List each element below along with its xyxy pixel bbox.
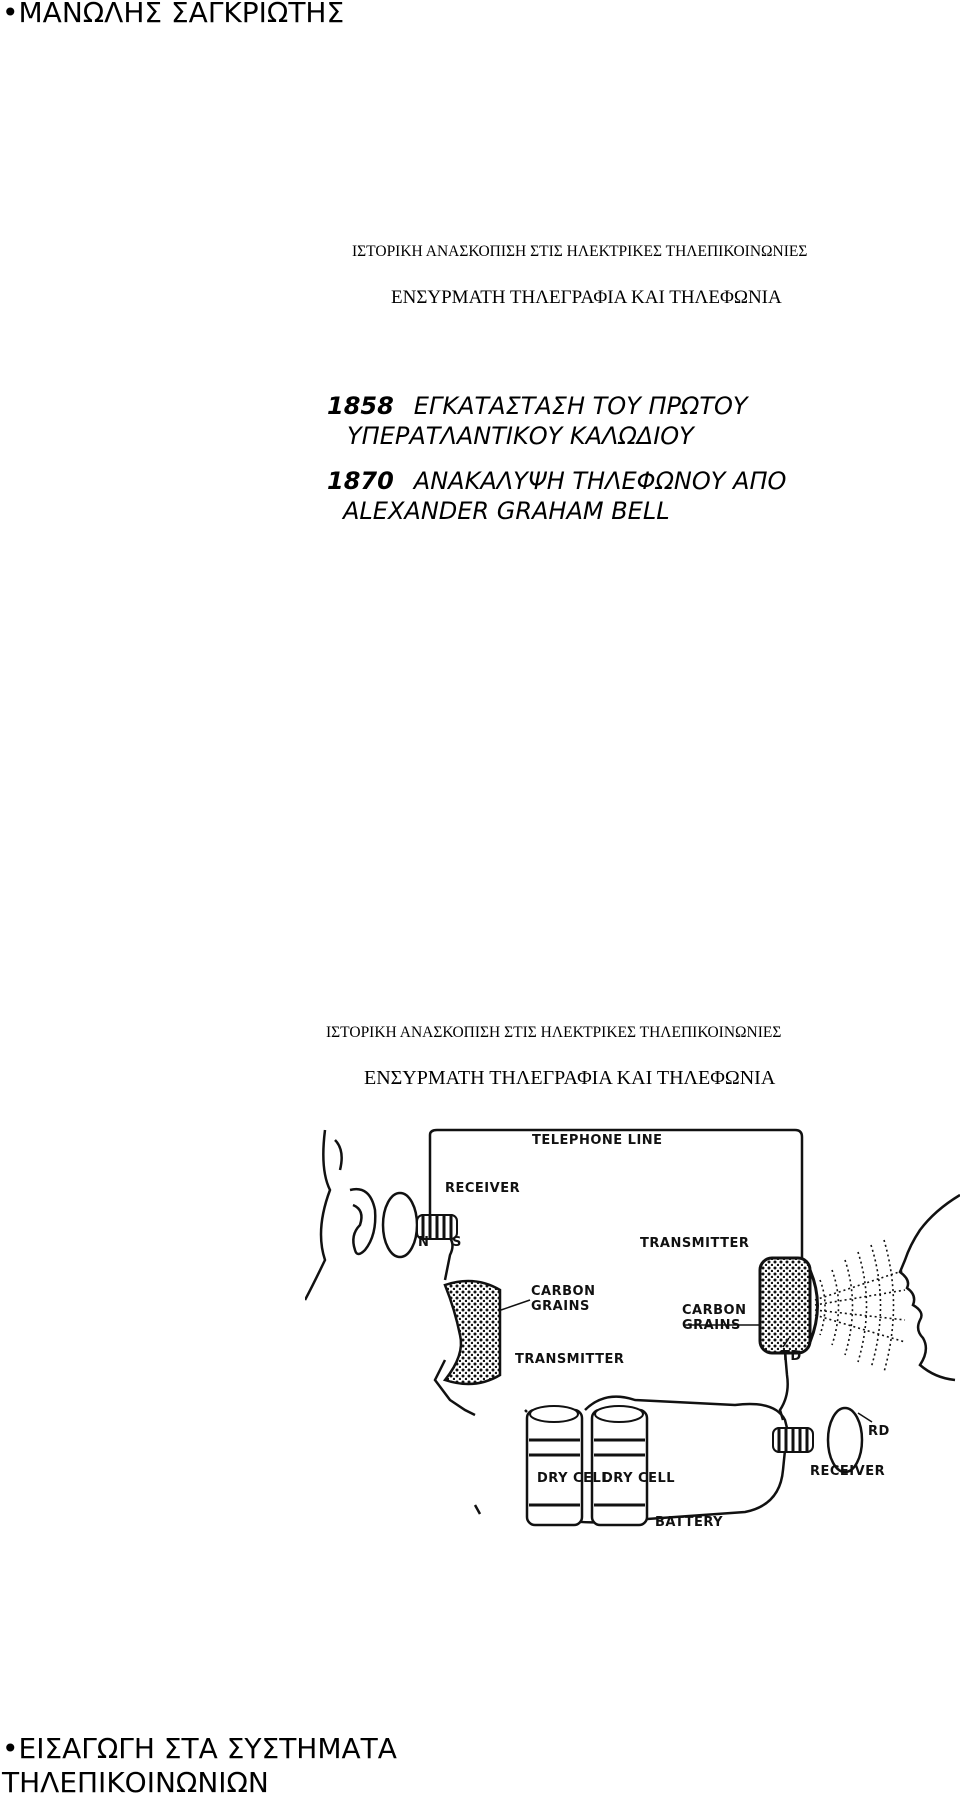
- td-label: TD: [781, 1349, 802, 1364]
- listener-head: [305, 1130, 375, 1300]
- section1-title: ΕΝΣΥΡΜΑΤΗ ΤΗΛΕΓΡΑΦΙΑ ΚΑΙ ΤΗΛΕΦΩΝΙΑ: [391, 287, 782, 308]
- receiver-label-right: RECEIVER: [810, 1464, 886, 1479]
- telephone-line-label: TELEPHONE LINE: [532, 1133, 663, 1148]
- event-1870-line2: ALEXANDER GRAHAM BELL: [343, 497, 670, 525]
- event-1870-line1: [327, 467, 786, 495]
- sound-waves: [815, 1240, 905, 1372]
- carbon-label-right: CARBON: [682, 1303, 747, 1318]
- rd-label: RD: [868, 1424, 890, 1439]
- event-1858-line1: [327, 392, 748, 420]
- grains-label-left: GRAINS: [531, 1299, 590, 1314]
- section2-subtitle: ΙΣΤΟΡΙΚΗ ΑΝΑΣΚΟΠΙΣΗ ΣΤΙΣ ΗΛΕΚΤΡΙΚΕΣ ΤΗΛΕΠΙΚΟΙΝΩΝΙΕΣ: [326, 1024, 782, 1041]
- dry-cell-label: DRY CELL: [537, 1471, 611, 1486]
- transmitter-label-right: TRANSMITTER: [640, 1236, 750, 1251]
- event-year: 1870: [327, 467, 394, 495]
- carbon-label-left: CARBON: [531, 1284, 596, 1299]
- event-text: ΕΓΚΑΤΑΣΤΑΣΗ ΤΟΥ ΠΡΩΤΟΥ: [413, 392, 748, 420]
- magnet-s-label: S: [452, 1235, 462, 1250]
- receiver-label-left: RECEIVER: [445, 1181, 521, 1196]
- grains-label-right: GRAINS: [682, 1318, 741, 1333]
- speaker-face: [900, 1195, 960, 1380]
- section1-subtitle: ΙΣΤΟΡΙΚΗ ΑΝΑΣΚΟΠΙΣΗ ΣΤΙΣ ΗΛΕΚΤΡΙΚΕΣ ΤΗΛΕΠΙΚΟΙΝΩΝΙΕΣ: [352, 243, 808, 260]
- telephone-circuit-diagram: [305, 1110, 960, 1540]
- magnet-n-label: N: [418, 1235, 430, 1250]
- footer-title: •ΕΙΣΑΓΩΓΗ ΣΤΑ ΣΥΣΤΗΜΑΤΑ ΤΗΛΕΠΙΚΟΙΝΩΝΙΩΝ: [2, 1732, 397, 1799]
- dry-cell-label: DRY CELL: [602, 1471, 676, 1486]
- transmitter-label-left: TRANSMITTER: [515, 1352, 625, 1367]
- event-1858-line2: ΥΠΕΡΑΤΛΑΝΤΙΚΟΥ ΚΑΛΩΔΙΟΥ: [347, 422, 694, 450]
- battery-label: BATTERY: [655, 1515, 724, 1530]
- section2-title: ΕΝΣΥΡΜΑΤΗ ΤΗΛΕΓΡΑΦΙΑ ΚΑΙ ΤΗΛΕΦΩΝΙΑ: [364, 1067, 776, 1089]
- author-name: •ΜΑΝΩΛΗΣ ΣΑΓΚΡΙΩΤΗΣ: [2, 0, 345, 29]
- right-receiver: [773, 1408, 862, 1472]
- event-text: ΑΝΑΚΑΛΥΨΗ ΤΗΛΕΦΩΝΟΥ ΑΠΟ: [413, 467, 787, 495]
- left-transmitter: [445, 1281, 500, 1384]
- event-year: 1858: [327, 392, 394, 420]
- battery-dry-cells: [527, 1406, 675, 1525]
